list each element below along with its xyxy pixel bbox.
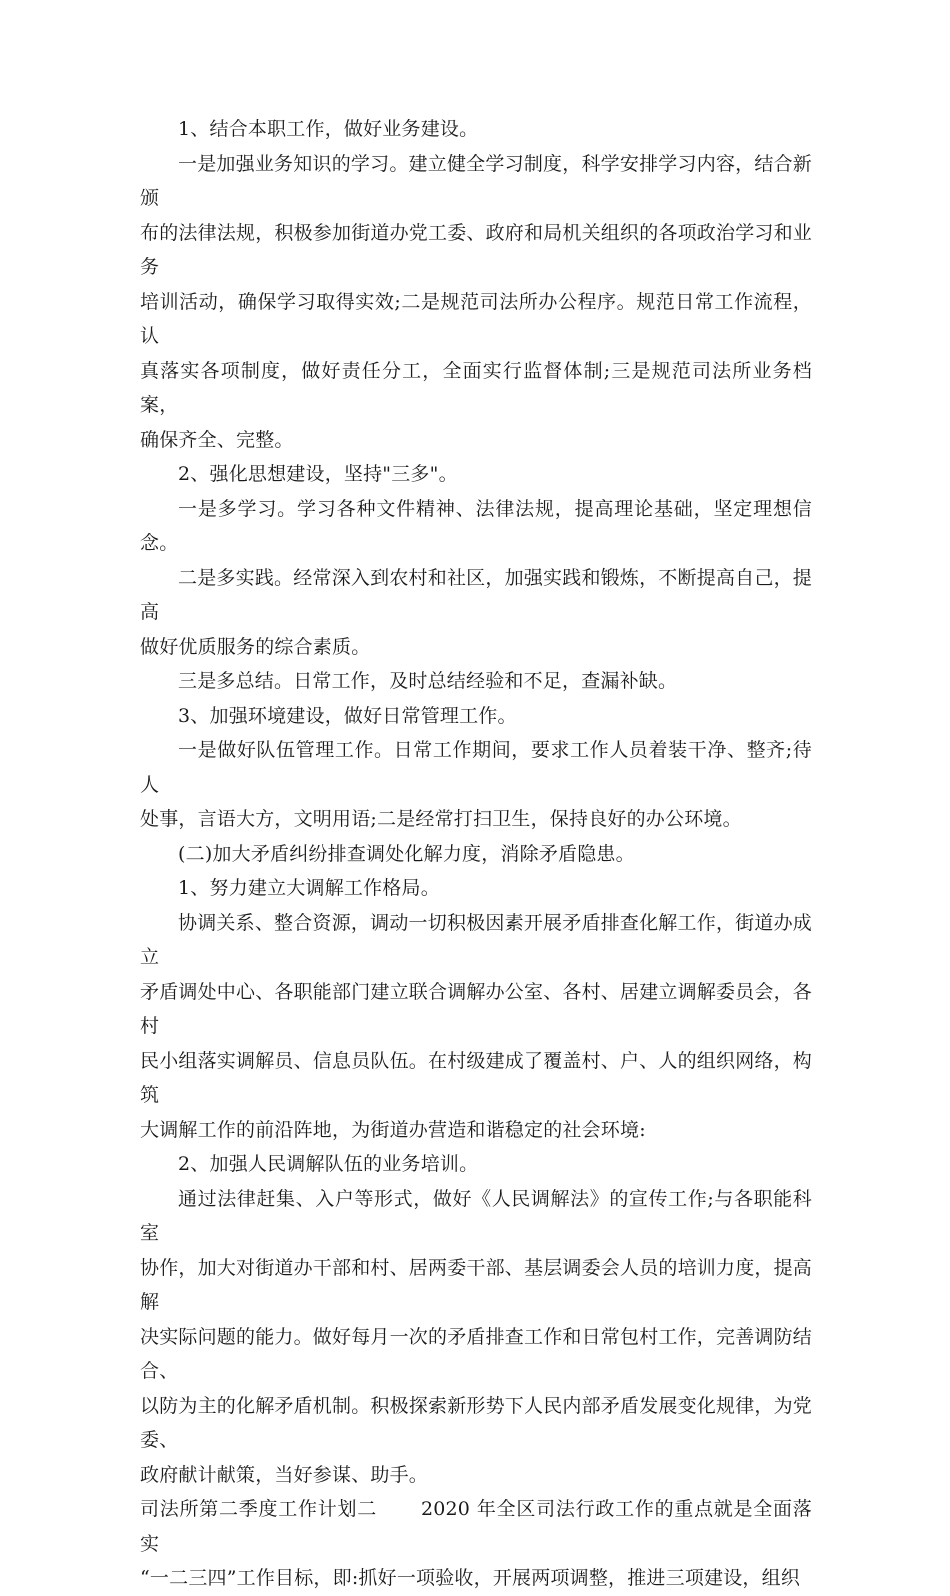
text-line: “一二三四”工作目标，即:抓好一项验收，开展两项调整，推进三项建设，组织: [140, 1567, 801, 1589]
document-page: [140, 112, 812, 1596]
closing-second-line: [140, 1561, 812, 1596]
paragraph: [140, 147, 812, 216]
text-line: 3、加强环境建设，做好日常管理工作。: [178, 704, 517, 727]
text-line: 培训活动，确保学习取得实效;二是规范司法所办公程序。规范日常工作流程，认: [140, 290, 812, 347]
text-line: (二)加大矛盾纠纷排查调处化解力度，消除矛盾隐患。: [178, 842, 635, 865]
text-line: 一是加强业务知识的学习。建立健全学习制度，科学安排学习内容，结合新颁: [140, 152, 812, 209]
paragraph: [140, 664, 812, 699]
text-line: 2、强化思想建设，坚持"三多"。: [178, 463, 458, 485]
paragraph: [140, 871, 812, 906]
text-line: 通过法律赶集、入户等形式，做好《人民调解法》的宣传工作;与各职能科室: [140, 1187, 812, 1244]
paragraph-continuation: [140, 630, 812, 665]
paragraph: [140, 733, 812, 802]
text-line: 决实际问题的能力。做好每月一次的矛盾排查工作和日常包村工作，完善调防结合、: [140, 1325, 813, 1382]
paragraph: [140, 457, 812, 492]
paragraph: [140, 492, 812, 561]
text-line: 确保齐全、完整。: [140, 428, 294, 451]
paragraph: [140, 699, 812, 734]
text-line: 矛盾调处中心、各职能部门建立联合调解办公室、各村、居建立调解委员会，各村: [140, 980, 813, 1037]
paragraph-continuation: [140, 1251, 812, 1493]
text-line: 1、结合本职工作，做好业务建设。: [178, 118, 479, 140]
text-line: 真落实各项制度，做好责任分工，全面实行监督体制;三是规范司法所业务档案，: [140, 359, 812, 416]
text-line: 政府献计献策，当好参谋、助手。: [140, 1463, 429, 1486]
text-line: 处事，言语大方，文明用语;二是经常打扫卫生，保持良好的办公环境。: [140, 808, 742, 830]
text-line: 做好优质服务的综合素质。: [140, 635, 371, 658]
paragraph-continuation: [140, 802, 812, 837]
text-line: 1、努力建立大调解工作格局。: [178, 877, 440, 899]
text-line: 二是多实践。经常深入到农村和社区，加强实践和锻炼，不断提高自己，提高: [140, 566, 812, 623]
text-line: 以防为主的化解矛盾机制。积极探索新形势下人民内部矛盾发展变化规律，为党委、: [140, 1394, 813, 1451]
paragraph-continuation: [140, 975, 812, 1148]
text-line: 三是多总结。日常工作，及时总结经验和不足，查漏补缺。: [178, 670, 678, 692]
paragraph-continuation: [140, 216, 812, 458]
paragraph: [140, 906, 812, 975]
text-line: 一是多学习。学习各种文件精神、法律法规，提高理论基础，坚定理想信念。: [140, 497, 812, 554]
paragraph: [140, 112, 812, 147]
paragraph: [140, 1182, 812, 1251]
text-line: 协调关系、整合资源，调动一切积极因素开展矛盾排查化解工作，街道办成立: [140, 911, 812, 968]
paragraph: [140, 837, 812, 872]
closing-heading-line: [140, 1492, 812, 1561]
text-line: 协作，加大对街道办干部和村、居两委干部、基层调委会人员的培训力度，提高解: [140, 1256, 813, 1313]
text-line: 2、加强人民调解队伍的业务培训。: [178, 1153, 479, 1175]
paragraph: [140, 561, 812, 630]
section-heading: 司法所第二季度工作计划二: [140, 1498, 377, 1520]
paragraph: [140, 1147, 812, 1182]
text-line: 大调解工作的前沿阵地，为街道办营造和谐稳定的社会环境:: [140, 1118, 646, 1141]
closing-lead-text: 2020 年全区司法行政工作的重点就是全面落实: [140, 1498, 812, 1555]
text-line: 一是做好队伍管理工作。日常工作期间，要求工作人员着装干净、整齐;待人: [140, 739, 812, 796]
text-line: 布的法律法规，积极参加街道办党工委、政府和局机关组织的各项政治学习和业务: [140, 221, 813, 278]
text-line: 民小组落实调解员、信息员队伍。在村级建成了覆盖村、户、人的组织网络，构筑: [140, 1049, 813, 1106]
